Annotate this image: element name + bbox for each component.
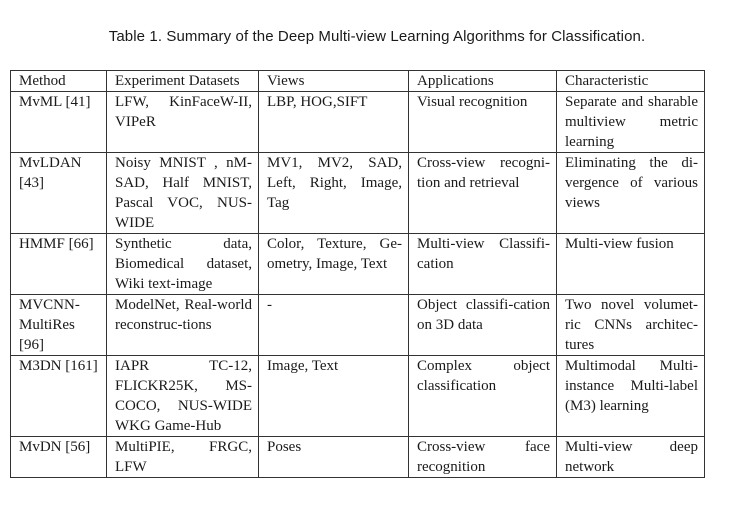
summary-table bbox=[10, 70, 705, 478]
table-row bbox=[11, 437, 705, 478]
cell-datasets: MultiPIE, FRGC, LFW bbox=[107, 437, 259, 478]
table-row bbox=[11, 92, 705, 153]
cell-applications: Visual recognition bbox=[409, 92, 557, 153]
cell-characteristic: Separate and sharable multiview metric learning bbox=[557, 92, 705, 153]
cell-characteristic: Multi-view fusion bbox=[557, 234, 705, 295]
header-applications: Applications bbox=[409, 71, 557, 92]
cell-datasets: LFW, KinFaceW-II, VIPeR bbox=[107, 92, 259, 153]
cell-views: Poses bbox=[259, 437, 409, 478]
cell-datasets: IAPR TC-12, FLICKR25K, MS-COCO, NUS-WIDE WKG Game-Hub bbox=[107, 356, 259, 437]
cell-views: MV1, MV2, SAD, Left, Right, Image, Tag bbox=[259, 153, 409, 234]
cell-method: MvDN [56] bbox=[11, 437, 107, 478]
table-row bbox=[11, 153, 705, 234]
cell-views: Color, Texture, Ge-ometry, Image, Text bbox=[259, 234, 409, 295]
cell-views: - bbox=[259, 295, 409, 356]
header-method: Method bbox=[11, 71, 107, 92]
cell-method: MvLDAN [43] bbox=[11, 153, 107, 234]
cell-datasets: ModelNet, Real-world reconstruc-tions bbox=[107, 295, 259, 356]
cell-datasets: Synthetic data, Biomedical dataset, Wiki text-image bbox=[107, 234, 259, 295]
cell-applications: Multi-view Classifi-cation bbox=[409, 234, 557, 295]
cell-characteristic: Multimodal Multi-instance Multi-label (M3) learning bbox=[557, 356, 705, 437]
header-views: Views bbox=[259, 71, 409, 92]
cell-applications: Cross-view recogni-tion and retrieval bbox=[409, 153, 557, 234]
table-row bbox=[11, 234, 705, 295]
cell-method: MVCNN-MultiRes [96] bbox=[11, 295, 107, 356]
cell-characteristic: Multi-view deep network bbox=[557, 437, 705, 478]
cell-applications: Cross-view face recognition bbox=[409, 437, 557, 478]
table-header-row bbox=[11, 71, 705, 92]
cell-applications: Object classifi-cation on 3D data bbox=[409, 295, 557, 356]
cell-applications: Complex object classification bbox=[409, 356, 557, 437]
header-characteristic: Characteristic bbox=[557, 71, 705, 92]
cell-datasets: Noisy MNIST , nM-SAD, Half MNIST, Pascal VOC, NUS-WIDE bbox=[107, 153, 259, 234]
table-row bbox=[11, 356, 705, 437]
cell-characteristic: Eliminating the di-vergence of various views bbox=[557, 153, 705, 234]
table-caption: Table 1. Summary of the Deep Multi-view Learning Algorithms for Classification. bbox=[108, 28, 646, 45]
cell-views: LBP, HOG,SIFT bbox=[259, 92, 409, 153]
table-row bbox=[11, 295, 705, 356]
cell-method: HMMF [66] bbox=[11, 234, 107, 295]
header-experiment-datasets: Experiment Datasets bbox=[107, 71, 259, 92]
cell-characteristic: Two novel volumet-ric CNNs architec-tures bbox=[557, 295, 705, 356]
cell-views: Image, Text bbox=[259, 356, 409, 437]
cell-method: MvML [41] bbox=[11, 92, 107, 153]
cell-method: M3DN [161] bbox=[11, 356, 107, 437]
